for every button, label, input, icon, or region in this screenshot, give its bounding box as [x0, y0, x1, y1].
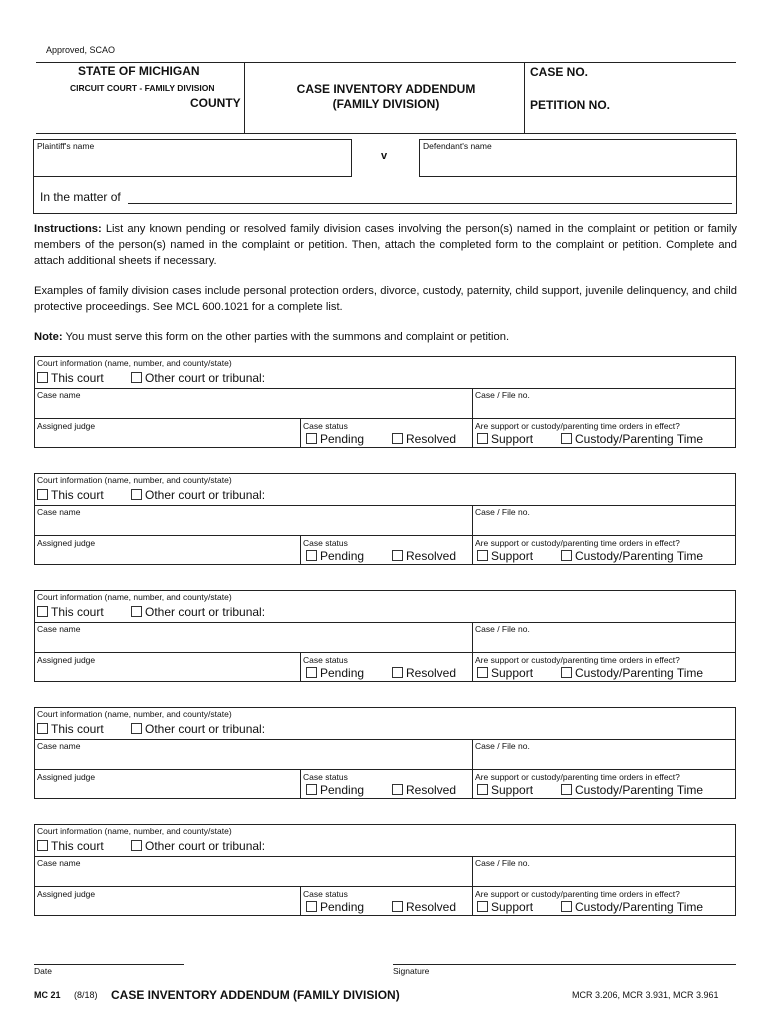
case-name-label: Case name	[37, 507, 81, 517]
versus-label: v	[381, 150, 388, 162]
pending-checkbox[interactable]: Pending	[306, 666, 364, 680]
checkbox-icon[interactable]	[477, 550, 488, 561]
checkbox-icon[interactable]	[131, 723, 142, 734]
case-block	[34, 824, 736, 916]
this-court-checkbox[interactable]: This court	[37, 488, 104, 502]
custody-checkbox[interactable]: Custody/Parenting Time	[561, 900, 703, 914]
checkbox-icon[interactable]	[306, 784, 317, 795]
approved-label: Approved, SCAO	[46, 45, 116, 55]
case-name-label: Case name	[37, 858, 81, 868]
custody-checkbox[interactable]: Custody/Parenting Time	[561, 432, 703, 446]
plaintiff-name-field[interactable]	[33, 139, 352, 177]
note: Note: You must serve this form on the other parties with the summons and complaint or petition.	[34, 331, 510, 343]
case-status-label: Case status	[303, 655, 348, 665]
resolved-checkbox[interactable]: Resolved	[392, 783, 456, 797]
other-court-checkbox[interactable]: Other court or tribunal:	[131, 839, 265, 853]
matter-label: In the matter of	[40, 190, 121, 204]
case-file-label: Case / File no.	[475, 624, 530, 634]
form-id: MC 21	[34, 990, 61, 1000]
signature-label: Signature	[393, 966, 430, 976]
assigned-judge-label: Assigned judge	[37, 772, 96, 782]
checkbox-icon[interactable]	[477, 667, 488, 678]
assigned-judge-label: Assigned judge	[37, 421, 96, 431]
checkbox-icon[interactable]	[392, 433, 403, 444]
pending-checkbox[interactable]: Pending	[306, 900, 364, 914]
court-rules: MCR 3.206, MCR 3.931, MCR 3.961	[572, 990, 719, 1000]
checkbox-icon[interactable]	[37, 606, 48, 617]
footer-title: CASE INVENTORY ADDENDUM (FAMILY DIVISION)	[111, 988, 400, 1002]
this-court-checkbox[interactable]: This court	[37, 371, 104, 385]
case-name-label: Case name	[37, 624, 81, 634]
resolved-checkbox[interactable]: Resolved	[392, 900, 456, 914]
case-status-label: Case status	[303, 772, 348, 782]
case-file-label: Case / File no.	[475, 507, 530, 517]
checkbox-icon[interactable]	[392, 550, 403, 561]
pending-checkbox[interactable]: Pending	[306, 783, 364, 797]
checkbox-icon[interactable]	[37, 723, 48, 734]
matter-input[interactable]	[128, 203, 732, 204]
resolved-checkbox[interactable]: Resolved	[392, 432, 456, 446]
checkbox-icon[interactable]	[561, 667, 572, 678]
matter-box	[33, 177, 737, 214]
checkbox-icon[interactable]	[131, 606, 142, 617]
case-file-label: Case / File no.	[475, 390, 530, 400]
checkbox-icon[interactable]	[306, 901, 317, 912]
other-court-checkbox[interactable]: Other court or tribunal:	[131, 722, 265, 736]
other-court-checkbox[interactable]: Other court or tribunal:	[131, 488, 265, 502]
instructions: Instructions: List any known pending or resolved family division cases involving the person(s) named in the complaint or petition or family members of the person(s) named in the complaint or petition. Then, attach the completed form to the complaint or petition. Complete and attach additional sheets if necessary.	[34, 223, 737, 267]
case-file-label: Case / File no.	[475, 741, 530, 751]
checkbox-icon[interactable]	[477, 901, 488, 912]
other-court-checkbox[interactable]: Other court or tribunal:	[131, 605, 265, 619]
checkbox-icon[interactable]	[561, 901, 572, 912]
case-name-label: Case name	[37, 390, 81, 400]
checkbox-icon[interactable]	[131, 372, 142, 383]
checkbox-icon[interactable]	[561, 550, 572, 561]
circuit-court: CIRCUIT COURT - FAMILY DIVISION	[70, 83, 215, 93]
case-status-label: Case status	[303, 538, 348, 548]
support-checkbox[interactable]: Support	[477, 549, 533, 563]
case-status-label: Case status	[303, 889, 348, 899]
date-label: Date	[34, 966, 52, 976]
assigned-judge-label: Assigned judge	[37, 655, 96, 665]
orders-question-label: Are support or custody/parenting time orders in effect?	[475, 655, 680, 665]
this-court-checkbox[interactable]: This court	[37, 605, 104, 619]
form-version: (8/18)	[74, 990, 98, 1000]
court-info-label: Court information (name, number, and county/state)	[37, 592, 232, 602]
resolved-checkbox[interactable]: Resolved	[392, 666, 456, 680]
case-block	[34, 707, 736, 799]
case-block	[34, 356, 736, 448]
court-info-label: Court information (name, number, and county/state)	[37, 826, 232, 836]
resolved-checkbox[interactable]: Resolved	[392, 549, 456, 563]
court-info-label: Court information (name, number, and county/state)	[37, 709, 232, 719]
custody-checkbox[interactable]: Custody/Parenting Time	[561, 666, 703, 680]
assigned-judge-label: Assigned judge	[37, 538, 96, 548]
plaintiff-label: Plaintiff's name	[37, 141, 95, 151]
pending-checkbox[interactable]: Pending	[306, 432, 364, 446]
state-name: STATE OF MICHIGAN	[78, 64, 200, 78]
checkbox-icon[interactable]	[306, 550, 317, 561]
orders-question-label: Are support or custody/parenting time orders in effect?	[475, 772, 680, 782]
checkbox-icon[interactable]	[392, 784, 403, 795]
custody-checkbox[interactable]: Custody/Parenting Time	[561, 549, 703, 563]
this-court-checkbox[interactable]: This court	[37, 722, 104, 736]
checkbox-icon[interactable]	[306, 667, 317, 678]
support-checkbox[interactable]: Support	[477, 900, 533, 914]
case-block	[34, 473, 736, 565]
defendant-label: Defendant's name	[423, 141, 492, 151]
case-name-label: Case name	[37, 741, 81, 751]
checkbox-icon[interactable]	[477, 784, 488, 795]
assigned-judge-label: Assigned judge	[37, 889, 96, 899]
checkbox-icon[interactable]	[37, 840, 48, 851]
case-number-field[interactable]: CASE NO.	[530, 65, 589, 79]
support-checkbox[interactable]: Support	[477, 432, 533, 446]
orders-question-label: Are support or custody/parenting time orders in effect?	[475, 889, 680, 899]
orders-question-label: Are support or custody/parenting time orders in effect?	[475, 538, 680, 548]
checkbox-icon[interactable]	[392, 901, 403, 912]
case-status-label: Case status	[303, 421, 348, 431]
checkbox-icon[interactable]	[131, 840, 142, 851]
checkbox-icon[interactable]	[561, 784, 572, 795]
checkbox-icon[interactable]	[306, 433, 317, 444]
support-checkbox[interactable]: Support	[477, 666, 533, 680]
form-title: CASE INVENTORY ADDENDUM (FAMILY DIVISION)	[296, 82, 476, 111]
county-label: COUNTY	[190, 96, 241, 110]
examples-text: Examples of family division cases include personal protection orders, divorce, custody, paternity, child support, juvenile delinquency, and child protective proceedings. See MCL 600.1021 for a complete list.	[34, 285, 737, 313]
checkbox-icon[interactable]	[37, 489, 48, 500]
defendant-name-field[interactable]	[419, 139, 737, 177]
court-info-label: Court information (name, number, and county/state)	[37, 358, 232, 368]
this-court-checkbox[interactable]: This court	[37, 839, 104, 853]
other-court-checkbox[interactable]: Other court or tribunal:	[131, 371, 265, 385]
pending-checkbox[interactable]: Pending	[306, 549, 364, 563]
checkbox-icon[interactable]	[131, 489, 142, 500]
case-file-label: Case / File no.	[475, 858, 530, 868]
court-info-label: Court information (name, number, and county/state)	[37, 475, 232, 485]
checkbox-icon[interactable]	[561, 433, 572, 444]
checkbox-icon[interactable]	[392, 667, 403, 678]
case-block	[34, 590, 736, 682]
orders-question-label: Are support or custody/parenting time orders in effect?	[475, 421, 680, 431]
support-checkbox[interactable]: Support	[477, 783, 533, 797]
petition-number-field[interactable]: PETITION NO.	[530, 98, 611, 112]
checkbox-icon[interactable]	[37, 372, 48, 383]
signature-line[interactable]	[393, 964, 736, 965]
date-line[interactable]	[34, 964, 184, 965]
checkbox-icon[interactable]	[477, 433, 488, 444]
custody-checkbox[interactable]: Custody/Parenting Time	[561, 783, 703, 797]
